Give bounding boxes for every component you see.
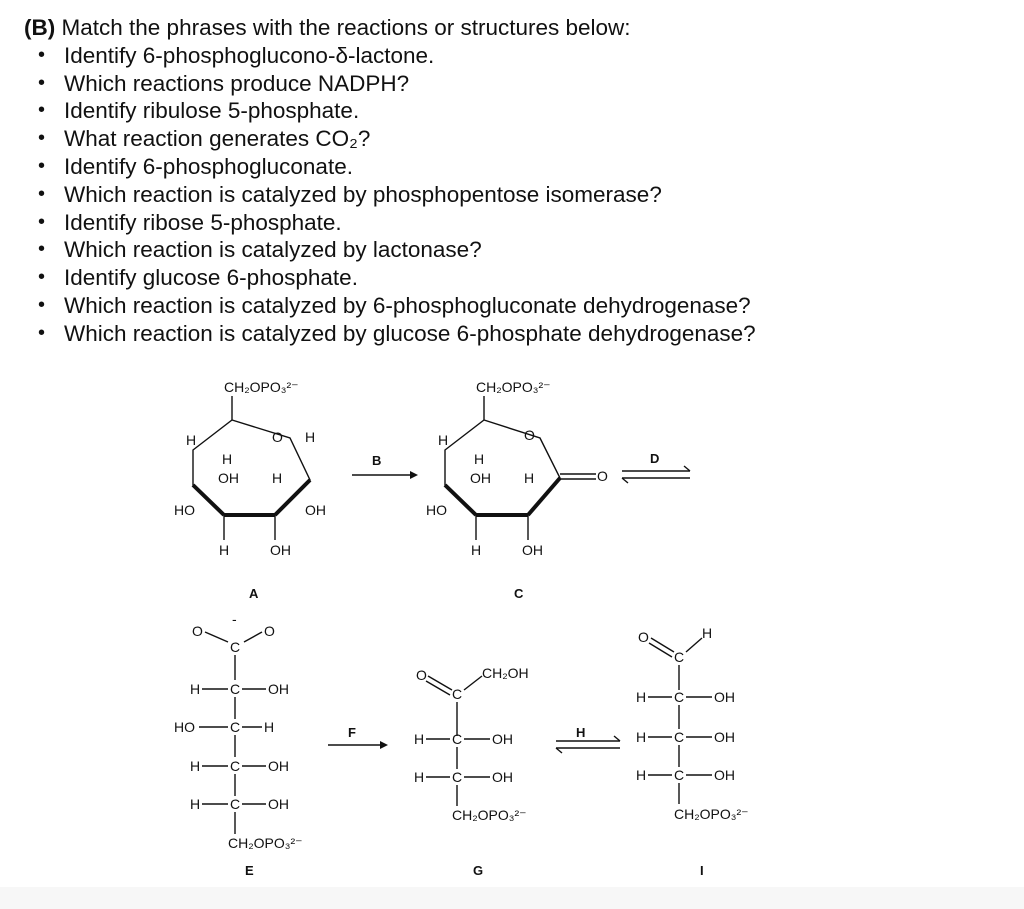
atom-label: C bbox=[230, 758, 241, 774]
bond bbox=[649, 643, 672, 657]
atom-label: OH bbox=[268, 681, 289, 697]
atom-label: C bbox=[452, 731, 463, 747]
atom-label: OH bbox=[305, 502, 326, 518]
atom-label: OH bbox=[714, 729, 735, 745]
reaction-label-d: D bbox=[650, 451, 660, 466]
reaction-d bbox=[622, 451, 690, 483]
atom-label: H bbox=[636, 729, 647, 745]
atom-label: OH bbox=[714, 689, 735, 705]
question-heading bbox=[24, 14, 1004, 42]
atom-label: C bbox=[230, 719, 241, 735]
atom-label: HO bbox=[174, 502, 195, 518]
bond bbox=[205, 632, 228, 642]
atom-label: - bbox=[232, 611, 237, 627]
atom-label: OH bbox=[268, 796, 289, 812]
structure-c bbox=[426, 379, 608, 601]
bond bbox=[428, 676, 452, 690]
atom-label: H bbox=[186, 432, 197, 448]
atom-label: H bbox=[222, 451, 233, 467]
arrow-head bbox=[380, 741, 388, 749]
structure-label-g: G bbox=[473, 863, 484, 878]
structure-label-i: I bbox=[700, 863, 704, 878]
atom-label: H bbox=[190, 796, 201, 812]
arrow-head bbox=[410, 471, 418, 479]
atom-label: C bbox=[674, 767, 685, 783]
atom-label: OH bbox=[218, 470, 239, 486]
atom-label: O bbox=[597, 468, 608, 484]
bond bbox=[426, 681, 450, 695]
structure-a bbox=[174, 379, 326, 601]
arrow-head bbox=[556, 748, 562, 753]
atom-label: C bbox=[674, 649, 685, 665]
structure-e bbox=[174, 611, 303, 878]
reaction-h bbox=[556, 725, 620, 753]
atom-label: OH bbox=[492, 731, 513, 747]
bond bbox=[686, 638, 702, 652]
atom-label: C bbox=[452, 686, 463, 702]
arrow-head bbox=[614, 736, 620, 741]
list-item: • Which reactions produce NADPH? bbox=[64, 70, 1004, 98]
structure-i bbox=[636, 625, 749, 878]
atom-label: CH₂OPO₃²⁻ bbox=[224, 379, 299, 395]
list-item: • Identify ribulose 5-phosphate. bbox=[64, 97, 1004, 125]
list-item: • Which reaction is catalyzed by phosphopentose isomerase? bbox=[64, 181, 1004, 209]
atom-label: H bbox=[438, 432, 449, 448]
bond bbox=[244, 632, 262, 642]
atom-label: H bbox=[272, 470, 283, 486]
question-list bbox=[24, 42, 1004, 348]
bond bbox=[651, 638, 674, 652]
atom-label: H bbox=[264, 719, 275, 735]
atom-label: C bbox=[674, 729, 685, 745]
structure-g bbox=[414, 665, 529, 878]
list-item: • Which reaction is catalyzed by 6-phosphogluconate dehydrogenase? bbox=[64, 292, 1004, 320]
pathway-figure bbox=[0, 360, 1024, 890]
atom-label: CH₂OPO₃²⁻ bbox=[674, 806, 749, 822]
atom-label: H bbox=[636, 767, 647, 783]
atom-label: H bbox=[474, 451, 485, 467]
atom-label: C bbox=[230, 681, 241, 697]
list-item: • What reaction generates CO₂? bbox=[64, 125, 1004, 153]
list-item: • Which reaction is catalyzed by glucose 6-phosphate dehydrogenase? bbox=[64, 320, 1004, 348]
atom-label: H bbox=[190, 758, 201, 774]
atom-label: O bbox=[416, 667, 427, 683]
atom-label: OH bbox=[470, 470, 491, 486]
question-label: (B) bbox=[24, 15, 56, 40]
atom-label: HO bbox=[174, 719, 195, 735]
atom-label: H bbox=[190, 681, 201, 697]
atom-label: CH₂OPO₃²⁻ bbox=[476, 379, 551, 395]
atom-label: OH bbox=[522, 542, 543, 558]
atom-label: CH₂OPO₃²⁻ bbox=[228, 835, 303, 851]
question-prompt: Match the phrases with the reactions or structures below: bbox=[61, 15, 631, 40]
structure-label-a: A bbox=[249, 586, 259, 601]
atom-label: H bbox=[414, 769, 425, 785]
list-item: • Identify 6-phosphogluconate. bbox=[64, 153, 1004, 181]
list-item: • Identify glucose 6-phosphate. bbox=[64, 264, 1004, 292]
reaction-label-h: H bbox=[576, 725, 586, 740]
atom-label: OH bbox=[268, 758, 289, 774]
atom-label: C bbox=[452, 769, 463, 785]
atom-label: C bbox=[230, 639, 241, 655]
atom-label: OH bbox=[492, 769, 513, 785]
list-item: • Which reaction is catalyzed by lactonase? bbox=[64, 236, 1004, 264]
reaction-b bbox=[352, 453, 418, 479]
reaction-label-f: F bbox=[348, 725, 356, 740]
question-block bbox=[24, 14, 1004, 348]
atom-label: HO bbox=[426, 502, 447, 518]
atom-label: OH bbox=[714, 767, 735, 783]
page-footer-strip bbox=[0, 887, 1024, 909]
bond bbox=[464, 676, 482, 690]
arrow-head bbox=[622, 478, 628, 483]
ring-bond-bold bbox=[445, 485, 476, 515]
atom-label: H bbox=[702, 625, 713, 641]
atom-label: H bbox=[414, 731, 425, 747]
arrow-head bbox=[684, 466, 690, 471]
structure-label-e: E bbox=[245, 863, 254, 878]
atom-label: O bbox=[638, 629, 649, 645]
atom-label: O bbox=[272, 429, 283, 445]
structure-label-c: C bbox=[514, 586, 524, 601]
atom-label: H bbox=[636, 689, 647, 705]
atom-label: H bbox=[305, 429, 316, 445]
atom-label: O bbox=[192, 623, 203, 639]
atom-label: CH₂OH bbox=[482, 665, 529, 681]
atom-label: H bbox=[471, 542, 482, 558]
reaction-label-b: B bbox=[372, 453, 382, 468]
list-item: • Identify 6-phosphoglucono-δ-lactone. bbox=[64, 42, 1004, 70]
atom-label: OH bbox=[270, 542, 291, 558]
atom-label: CH₂OPO₃²⁻ bbox=[452, 807, 527, 823]
ring-bond-bold bbox=[193, 485, 224, 515]
atom-label: C bbox=[674, 689, 685, 705]
atom-label: H bbox=[219, 542, 230, 558]
atom-label: H bbox=[524, 470, 535, 486]
reaction-f bbox=[328, 725, 388, 749]
atom-label: O bbox=[264, 623, 275, 639]
atom-label: C bbox=[230, 796, 241, 812]
atom-label: O bbox=[524, 427, 535, 443]
list-item: • Identify ribose 5-phosphate. bbox=[64, 209, 1004, 237]
